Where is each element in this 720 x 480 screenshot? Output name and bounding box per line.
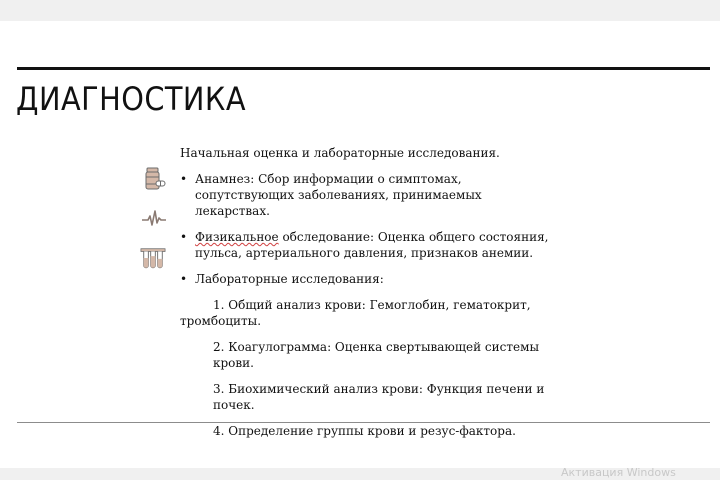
lab-item-1: 1. Общий анализ крови: Гемоглобин, гематокрит, тромбоциты.: [180, 298, 531, 328]
intro-text: Начальная оценка и лабораторные исследования.: [180, 146, 500, 160]
spellcheck-word: Физикальное: [195, 230, 279, 244]
bullet-anamnesis: • Анамнез: Сбор информации о симптомах, сопутствующих заболеваниях, принимаемых лекарствах.: [180, 171, 560, 219]
windows-activation-watermark: Активация Windows: [561, 466, 676, 479]
test-tubes-icon: [140, 245, 166, 271]
slide-body[interactable]: [180, 145, 560, 449]
lab-item-4: 4. Определение группы крови и резус-фактора.: [213, 424, 516, 438]
heartbeat-pulse-icon: [141, 206, 167, 232]
lab-item-3: 3. Биохимический анализ крови: Функция печени и почек.: [213, 382, 545, 412]
presentation-slide: [0, 21, 720, 468]
pill-bottle-icon: [141, 166, 167, 192]
bullet-lab-tests: • Лабораторные исследования:: [180, 271, 560, 287]
bullet-physical-exam: [180, 229, 560, 261]
lab-item-2: 2. Коагулограмма: Оценка свертывающей системы крови.: [213, 340, 539, 370]
slide-title[interactable]: ДИАГНОСТИКА: [16, 80, 246, 118]
top-divider: [17, 67, 710, 70]
bullet-physical-exam-text: обследование: Оценка общего состояния, пульса, артериального давления, признаков анемии.: [195, 230, 549, 260]
bottom-divider: [17, 422, 710, 423]
